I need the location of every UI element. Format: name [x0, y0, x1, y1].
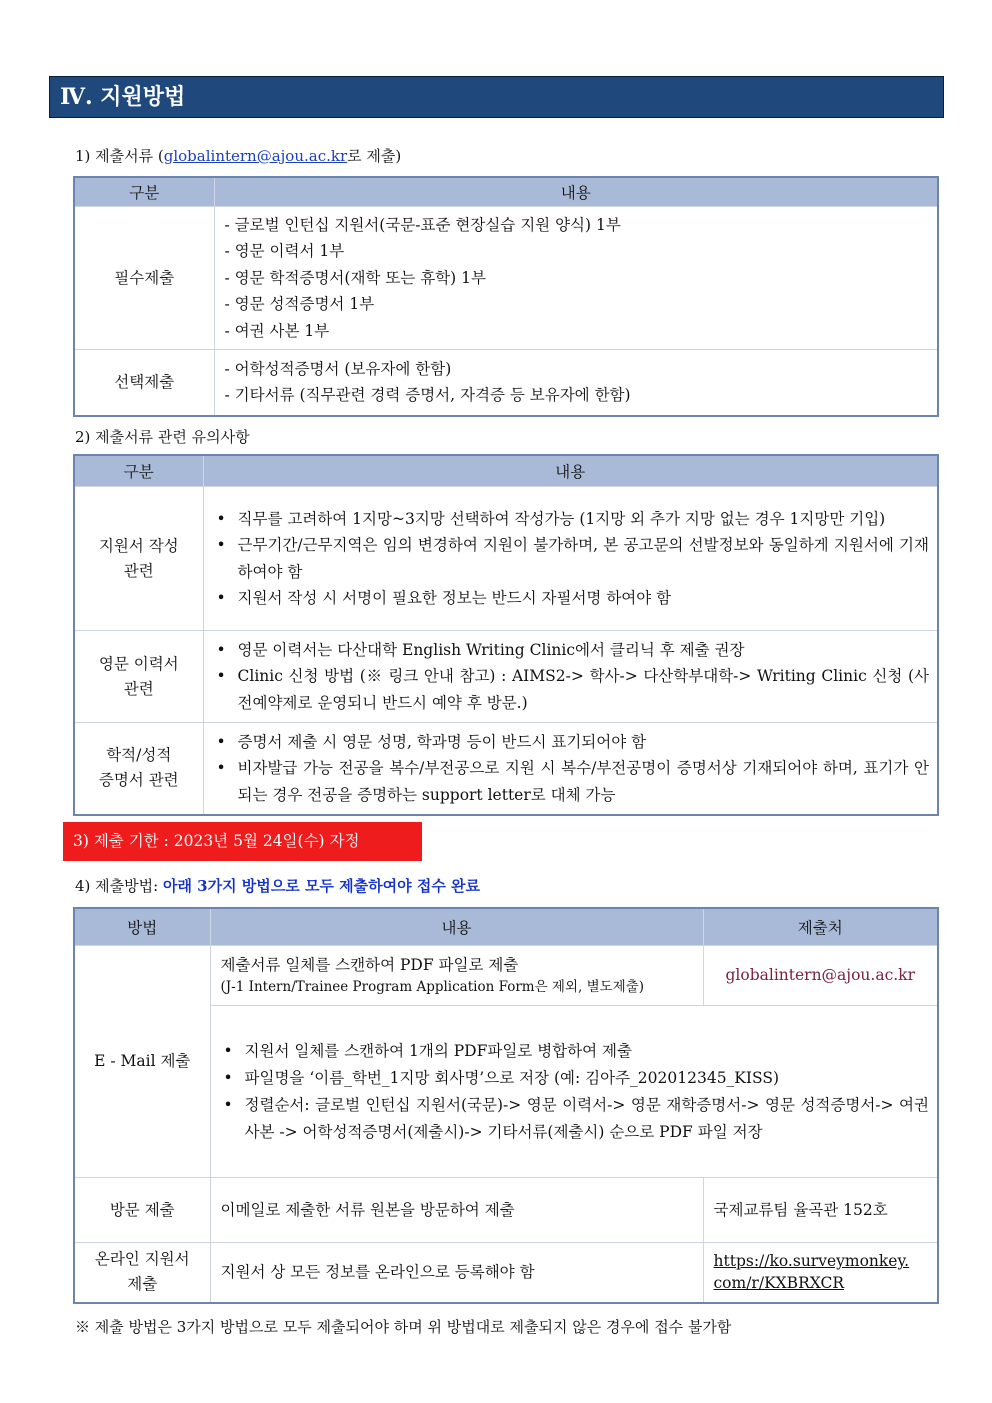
row-method-line-1: 온라인 지원서: [94, 1250, 190, 1269]
table-row: [74, 487, 938, 631]
list-item: • Clinic 신청 방법 (※ 링크 안내 참고) : AIMS2-> 학사-> 다산학부대학-> Writing Clinic 신청 (사전예약제로 운영되니 반드시 예약 후 방문.): [238, 663, 930, 716]
row-category: [74, 631, 203, 723]
row-method: [74, 1243, 210, 1303]
required-documents-table: [73, 176, 939, 417]
list-item: - 영문 이력서 1부: [225, 238, 930, 265]
list-item: • 영문 이력서는 다산대학 English Writing Clinic에서 클리닉 후 제출 권장: [238, 637, 930, 664]
list-item: • 지원서 작성 시 서명이 필요한 정보는 반드시 자필서명 하여야 함: [238, 585, 930, 612]
row-content: [203, 723, 938, 815]
table-row: [74, 946, 938, 1006]
list-item: - 영문 성적증명서 1부: [225, 291, 930, 318]
section-title: Ⅳ. 지원방법: [49, 76, 944, 118]
column-header-category: 구분: [74, 177, 214, 207]
online-link-line-2[interactable]: com/r/KXBRXCR: [713, 1274, 845, 1293]
row-content: 지원서 상 모든 정보를 온라인으로 등록해야 함: [210, 1243, 703, 1303]
section-1-label-pre: 1) 제출서류 (: [75, 147, 164, 165]
column-header-content: 내용: [203, 455, 938, 487]
section-4-emphasis: 아래 3가지 방법으로 모두 제출하여야 접수 완료: [162, 877, 481, 895]
row-category-line-1: 학적/성적: [106, 746, 172, 765]
row-category: [74, 723, 203, 815]
column-header-content: 내용: [214, 177, 938, 207]
list-item: - 어학성적증명서 (보유자에 한함): [225, 356, 930, 383]
row-content: [214, 207, 938, 350]
row-category-line-2: 관련: [123, 679, 154, 698]
column-header-destination: 제출처: [703, 908, 938, 946]
table-row: [74, 723, 938, 815]
section-4-label-pre: 4) 제출방법:: [75, 877, 163, 895]
list-item: • 정렬순서: 글로벌 인턴십 지원서(국문)-> 영문 이력서-> 영문 재학증명서-> 영문 성적증명서-> 여권 사본 -> 어학성적증명서(제출시)-> 기타서류(제출시) 순으로 PDF 파일 저장: [245, 1092, 930, 1146]
column-header-content: 내용: [210, 908, 703, 946]
list-item: • 파일명을 ‘이름_학번_1지망 회사명’으로 저장 (예: 김아주_202012345_KISS): [245, 1065, 930, 1092]
email-instruction: 제출서류 일체를 스캔하여 PDF 파일로 제출: [220, 955, 519, 974]
row-content: [203, 631, 938, 723]
row-category-line-1: 지원서 작성: [98, 536, 179, 555]
submission-email-link[interactable]: globalintern@ajou.ac.kr: [163, 147, 348, 165]
row-content: [203, 487, 938, 631]
document-notes-table: [73, 454, 939, 816]
submission-method-table: [73, 907, 939, 1304]
visit-destination: 국제교류팀 율곡관 152호: [703, 1178, 938, 1243]
list-item: • 증명서 제출 시 영문 성명, 학과명 등이 반드시 표기되어야 함: [238, 729, 930, 756]
online-link-line-1[interactable]: https://ko.surveymonkey.: [713, 1252, 910, 1271]
row-content: [210, 946, 703, 1006]
row-category: 선택제출: [74, 350, 214, 416]
list-item: - 영문 학적증명서(재학 또는 휴학) 1부: [225, 265, 930, 292]
list-item: - 기타서류 (직무관련 경력 증명서, 자격증 등 보유자에 한함): [225, 382, 930, 409]
list-item: • 직무를 고려하여 1지망~3지망 선택하여 작성가능 (1지망 외 추가 지망 없는 경우 1지망만 기입): [238, 506, 930, 533]
section-1-label-post: 로 제출): [347, 147, 402, 165]
list-item: • 지원서 일체를 스캔하여 1개의 PDF파일로 병합하여 제출: [245, 1038, 930, 1065]
table-row: [74, 631, 938, 723]
column-header-method: 방법: [74, 908, 210, 946]
list-item: • 비자발급 가능 전공을 복수/부전공으로 지원 시 복수/부전공명이 증명서상 기재되어야 하며, 표기가 안 되는 경우 전공을 증명하는 support letter로 대체 가능: [238, 755, 930, 808]
email-exception-note: (J-1 Intern/Trainee Program Application Form은 제외, 별도제출): [220, 978, 645, 995]
deadline-banner: 3) 제출 기한 : 2023년 5월 24일(수) 자정: [63, 822, 422, 861]
list-item: - 글로벌 인턴십 지원서(국문-표준 현장실습 지원 양식) 1부: [225, 212, 930, 239]
footnote: ※ 제출 방법은 3가지 방법으로 모두 제출되어야 하며 위 방법대로 제출되지 않은 경우에 접수 불가함: [75, 1318, 732, 1336]
table-row: [74, 350, 938, 416]
table-row: [74, 1243, 938, 1303]
row-content: [214, 350, 938, 416]
row-category-line-2: 관련: [123, 561, 154, 580]
row-category-line-1: 영문 이력서: [98, 654, 179, 673]
section-2-label: 2) 제출서류 관련 유의사항: [75, 428, 250, 446]
row-category: [74, 487, 203, 631]
online-form-link[interactable]: [703, 1243, 938, 1303]
row-content: [210, 1006, 938, 1178]
row-method: E - Mail 제출: [74, 946, 210, 1178]
section-1-label: [75, 146, 401, 166]
column-header-category: 구분: [74, 455, 203, 487]
row-category: 필수제출: [74, 207, 214, 350]
list-item: - 여권 사본 1부: [225, 318, 930, 345]
list-item: • 근무기간/근무지역은 임의 변경하여 지원이 불가하며, 본 공고문의 선발정보와 동일하게 지원서에 기재하여야 함: [238, 532, 930, 585]
table-row: [74, 1178, 938, 1243]
row-content: 이메일로 제출한 서류 원본을 방문하여 제출: [210, 1178, 703, 1243]
section-4-label: [75, 876, 480, 896]
row-method: 방문 제출: [74, 1178, 210, 1243]
row-method-line-2: 제출: [127, 1275, 158, 1294]
table-row: [74, 207, 938, 350]
row-category-line-2: 증명서 관련: [98, 771, 179, 790]
email-destination[interactable]: globalintern@ajou.ac.kr: [703, 946, 938, 1006]
